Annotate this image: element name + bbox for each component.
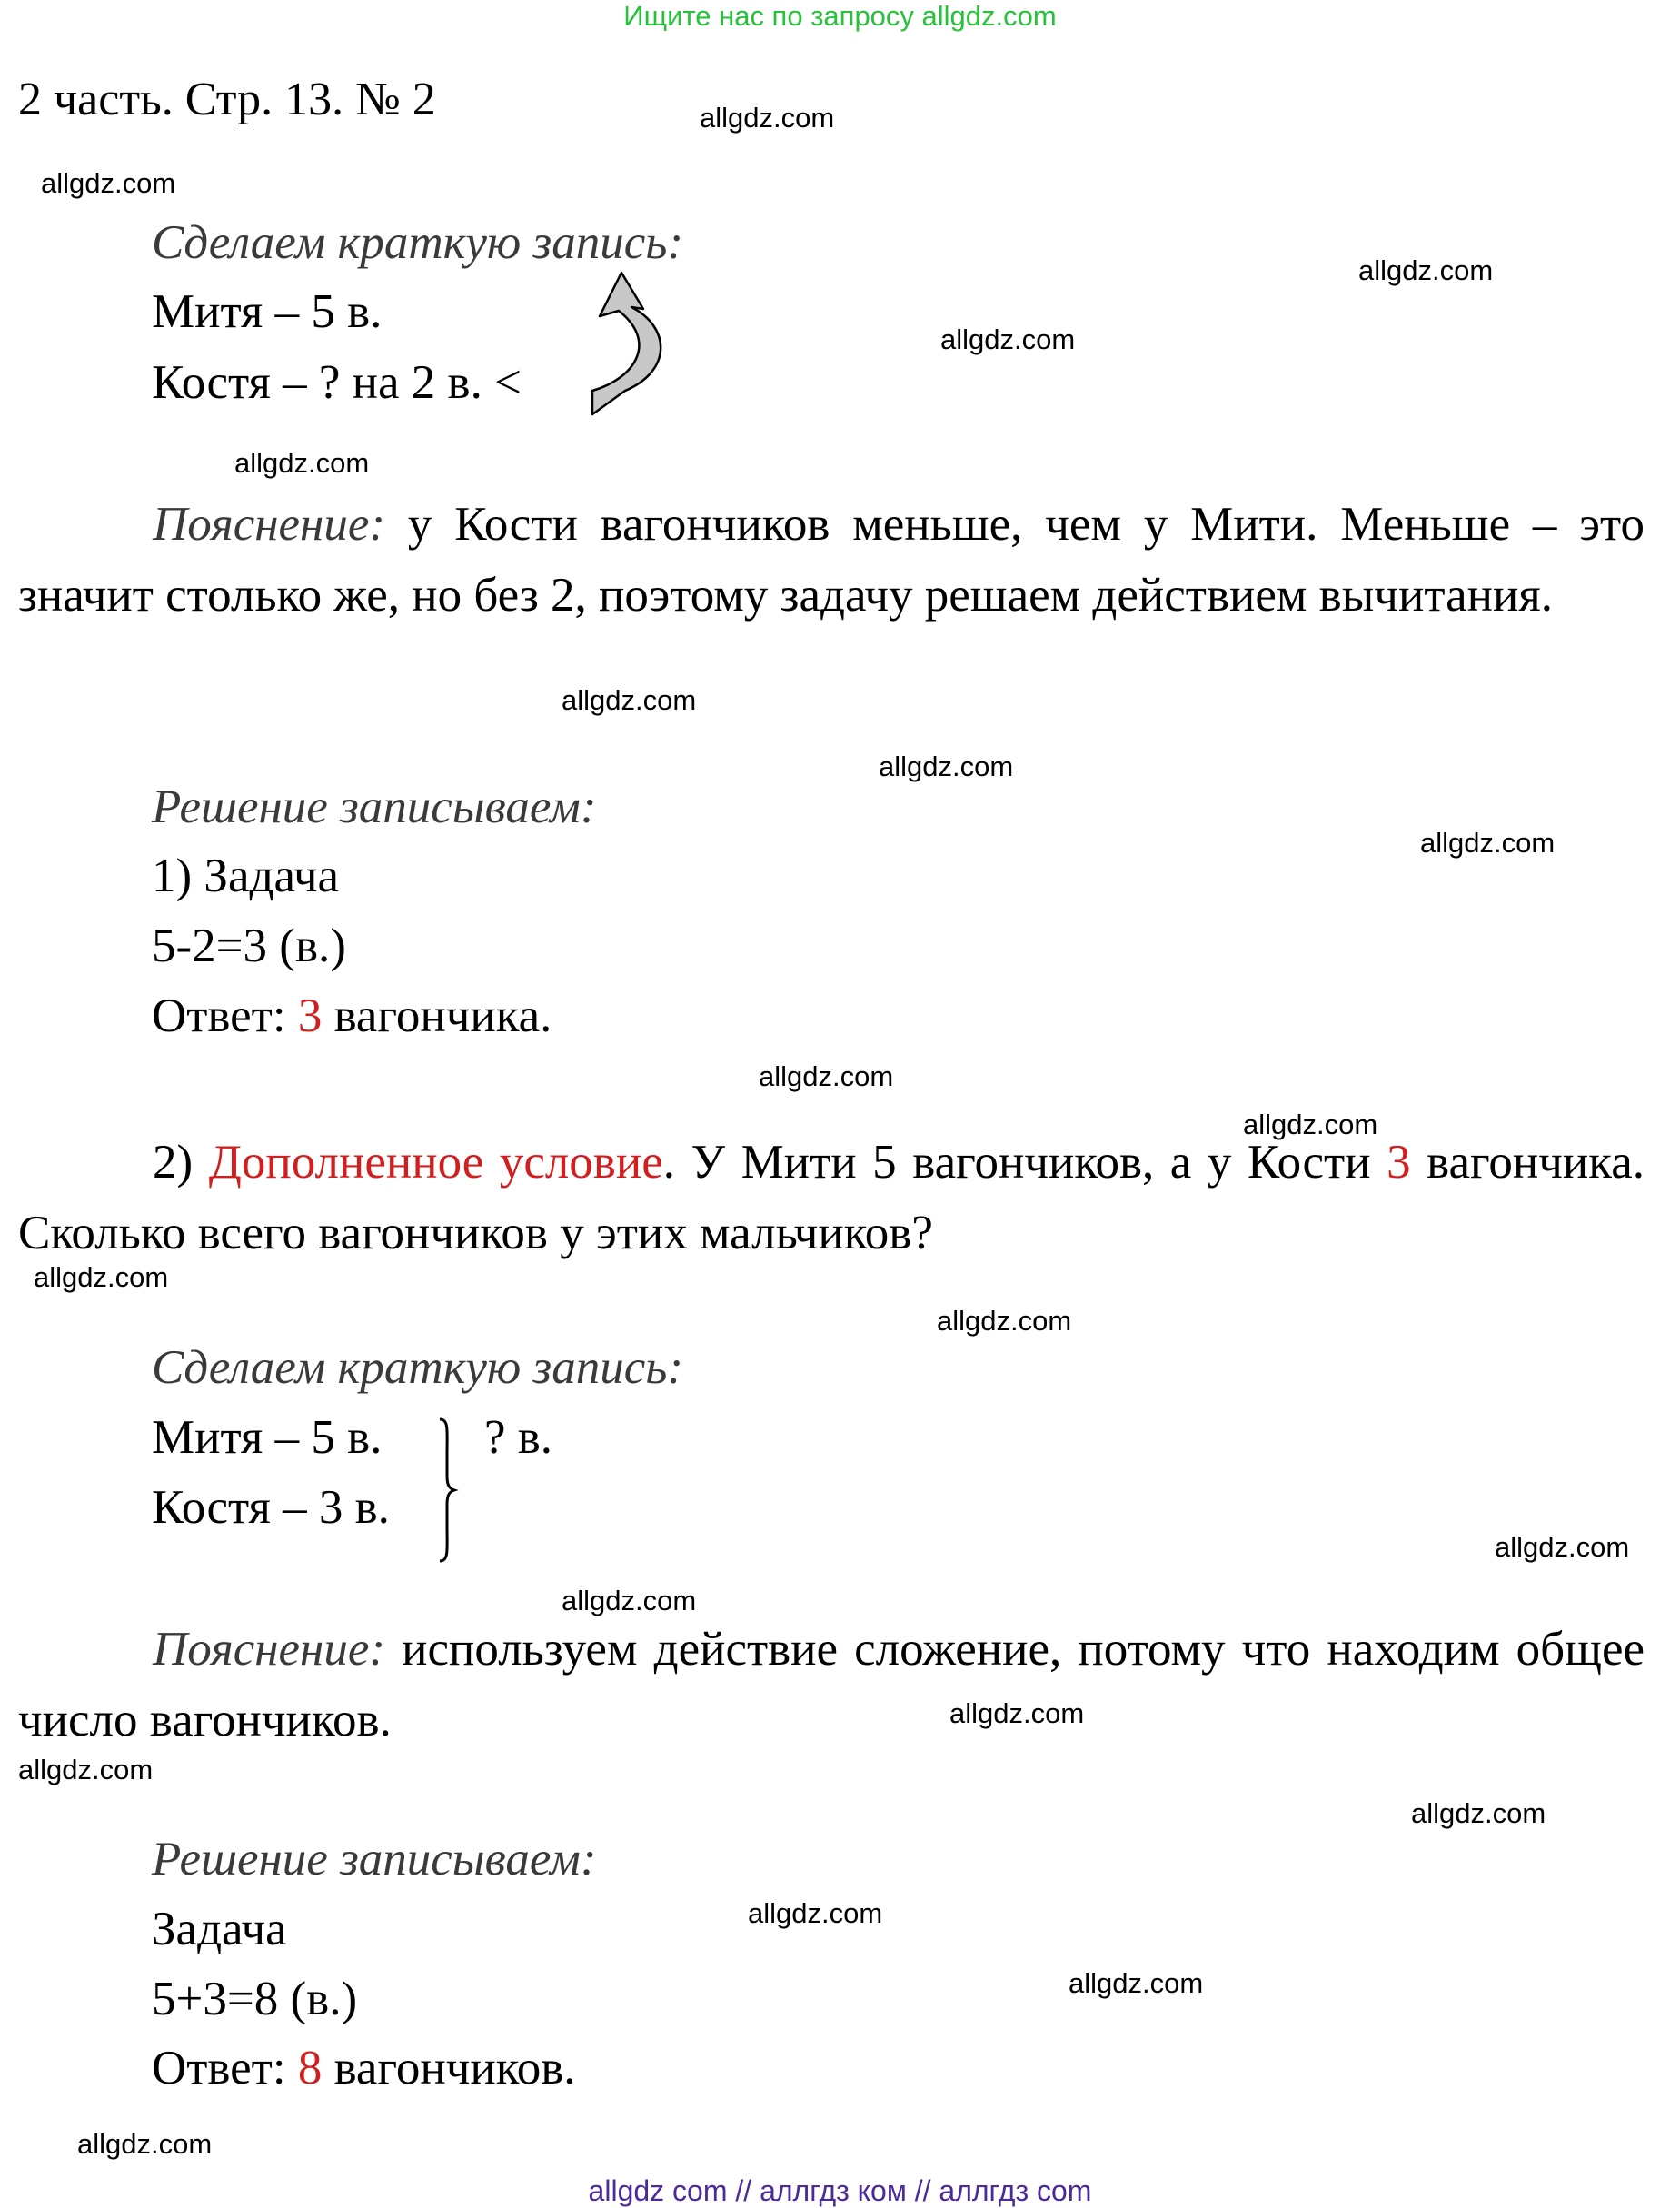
- short-note-heading-1: Сделаем краткую запись:: [152, 216, 684, 269]
- condition-2: [18, 1127, 1645, 1268]
- explanation-label-2: Пояснение:: [153, 1623, 386, 1676]
- answer-value-2: 8: [297, 2042, 323, 2094]
- curved-arrow-icon: [582, 264, 681, 427]
- watermark: allgdz.com: [1420, 827, 1556, 859]
- solution-heading-2: Решение записываем:: [152, 1833, 597, 1885]
- kostya-row-1: Костя – ? на 2 в. <: [152, 356, 522, 409]
- explanation-text-2: используем действие сложение, потому что находим общее число вагончиков.: [18, 1623, 1645, 1746]
- watermark: allgdz.com: [18, 1754, 154, 1785]
- condition-label-2: Дополненное условие: [208, 1136, 663, 1189]
- bottom-banner: allgdz com // аллгдз ком // аллгдз com: [588, 2174, 1092, 2207]
- total-question-2: ? в.: [484, 1411, 553, 1464]
- short-note-heading-2: Сделаем краткую запись:: [152, 1341, 684, 1394]
- watermark: allgdz.com: [1495, 1531, 1630, 1563]
- watermark: allgdz.com: [41, 167, 176, 199]
- answer-suffix-2: вагончиков.: [322, 2042, 576, 2094]
- answer-1: [152, 989, 552, 1043]
- top-banner: Ищите нас по запросу allgdz.com: [623, 0, 1057, 32]
- explanation-label-1: Пояснение:: [153, 498, 386, 551]
- task-label-2: Задача: [152, 1903, 287, 1955]
- watermark: allgdz.com: [562, 684, 697, 716]
- watermark: allgdz.com: [562, 1585, 697, 1616]
- watermark: allgdz.com: [748, 1897, 883, 1929]
- watermark: allgdz.com: [940, 323, 1076, 355]
- task-label-1: 1) Задача: [152, 850, 340, 902]
- watermark: allgdz.com: [1243, 1109, 1378, 1140]
- mitya-row-1: Митя – 5 в.: [152, 285, 383, 338]
- curly-brace-icon: [436, 1417, 458, 1563]
- answer-value-1: 3: [297, 990, 323, 1042]
- watermark: allgdz.com: [234, 447, 370, 479]
- kostya-row-2: Костя – 3 в.: [152, 1481, 390, 1534]
- answer-suffix-1: вагончика.: [322, 990, 552, 1042]
- watermark: allgdz.com: [34, 1261, 169, 1293]
- watermark: allgdz.com: [879, 751, 1014, 782]
- condition-text-a-2: . У Мити 5 вагончиков, а у Кости: [662, 1136, 1387, 1189]
- watermark: allgdz.com: [949, 1697, 1085, 1729]
- watermark: allgdz.com: [77, 2128, 213, 2160]
- watermark: allgdz.com: [1358, 254, 1494, 286]
- expression-2: 5+3=8 (в.): [152, 1973, 358, 2025]
- explanation-text-1: у Кости вагончиков меньше, чем у Мити. Меньше – это значит столько же, но без 2, поэтому задачу решаем действием вычитания.: [18, 498, 1645, 622]
- watermark: allgdz.com: [1069, 1967, 1204, 1999]
- watermark: allgdz.com: [1411, 1797, 1546, 1829]
- watermark: allgdz.com: [759, 1060, 894, 1092]
- explanation-2: [18, 1614, 1645, 1755]
- solution-heading-1: Решение записываем:: [152, 781, 597, 833]
- answer-prefix-2: Ответ:: [152, 2042, 298, 2094]
- answer-prefix-1: Ответ:: [152, 990, 298, 1042]
- page-title: 2 часть. Стр. 13. № 2: [18, 74, 436, 125]
- expression-1: 5-2=3 (в.): [152, 920, 346, 972]
- condition-value-2: 3: [1387, 1136, 1411, 1189]
- condition-text-b-2: вагончика. Сколько всего вагончиков у этих мальчиков?: [18, 1136, 1645, 1259]
- watermark: allgdz.com: [937, 1305, 1072, 1337]
- watermark: allgdz.com: [700, 102, 835, 134]
- explanation-1: [18, 489, 1645, 631]
- answer-2: [152, 2041, 576, 2095]
- condition-num-2: 2): [153, 1136, 209, 1189]
- mitya-row-2: Митя – 5 в.: [152, 1411, 383, 1464]
